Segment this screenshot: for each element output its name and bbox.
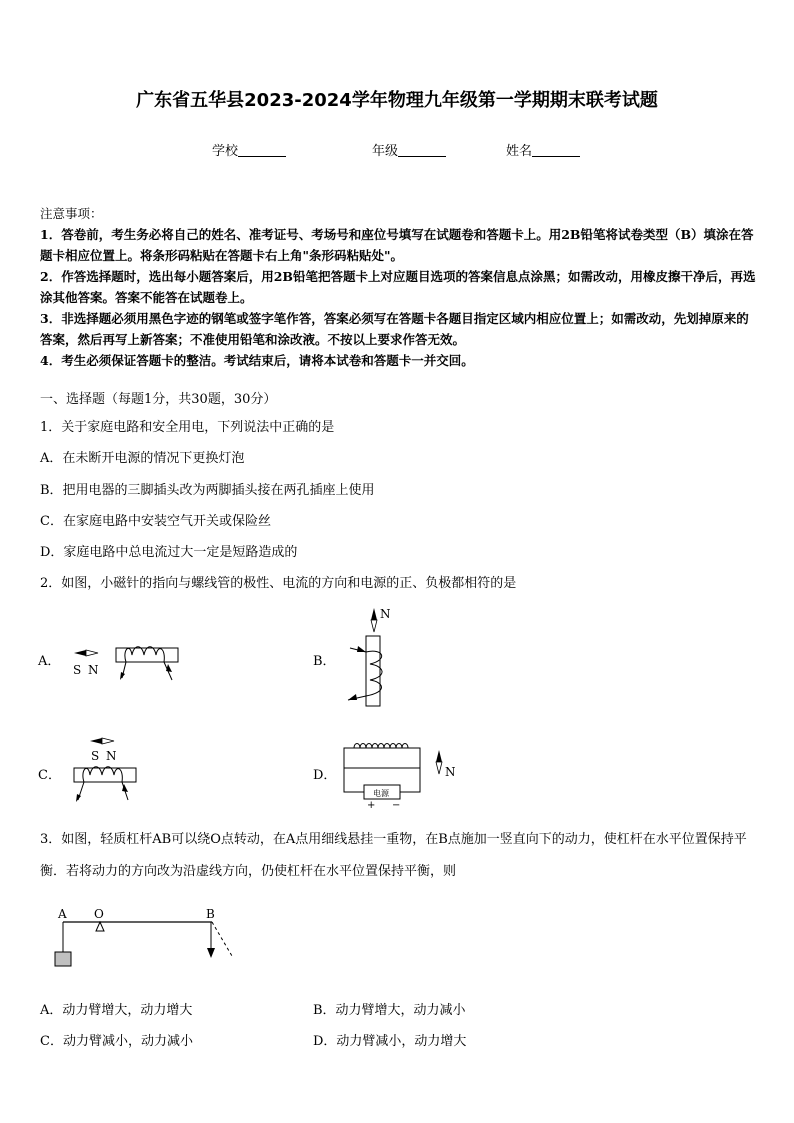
label-n: N [445, 765, 456, 779]
q1-option-d: D．家庭电路中总电流过大一定是短路造成的 [40, 545, 298, 560]
plus-terminal: + [367, 800, 376, 810]
current-arrow [120, 672, 125, 680]
weight [55, 952, 71, 966]
compass-needle-a [74, 650, 86, 656]
note-item: 3．非选择题必须用黑色字迹的钢笔或签字笔作答，答案必须写在答题卡各题目指定区域内相应位置上；如需改动，先划掉原来的答案，然后再写上新答案；不准使用铅笔和涂改液。不按以上要求作答无效。 [40, 311, 749, 347]
q2-figure-c [68, 734, 148, 804]
school-blank [238, 144, 286, 157]
section-heading: 一、选择题（每题1分，共30题，30分） [40, 392, 277, 407]
force-arrow-head [207, 948, 215, 958]
q1-option-a: A．在未断开电源的情况下更换灯泡 [40, 451, 245, 466]
grade-blank [398, 144, 446, 157]
name-field [506, 140, 580, 159]
minus-terminal: − [392, 800, 401, 810]
grade-field [372, 140, 446, 159]
coil [83, 767, 122, 782]
note-item: 2．作答选择题时，选出每小题答案后，用2B铅笔把答题卡上对应题目选项的答案信息点涂黑；如需改动，用橡皮擦干净后，再选涂其他答案。答案不能答在试题卷上。 [40, 269, 756, 305]
compass-needle-c [90, 738, 102, 744]
name-blank [532, 144, 580, 157]
coil [348, 648, 382, 700]
point-o-label: O [94, 907, 104, 921]
note-item: 1．答卷前，考生务必将自己的姓名、准考证号、考场号和座位号填写在试题卷和答题卡上。用2B铅笔将试卷类型（B）填涂在答题卡相应位置上。将条形码粘贴在答题卡右上角"条形码粘贴处"。 [40, 227, 754, 263]
notes-block [40, 203, 760, 371]
q1-stem: 1．关于家庭电路和安全用电，下列说法中正确的是 [40, 420, 335, 435]
compass-needle-b-tail [371, 620, 377, 632]
label-n: N [380, 607, 391, 621]
label-s: S [73, 663, 82, 677]
q2-label-b: B． [313, 654, 336, 669]
q2-stem: 2．如图，小磁针的指向与螺线管的极性、电流的方向和电源的正、负极都相符的是 [40, 576, 517, 591]
q3-option-a: A．动力臂增大，动力增大 [40, 1003, 193, 1018]
q2-label-a: A． [38, 654, 61, 669]
compass-needle-d-tail [436, 762, 442, 774]
power-label: 电源 [373, 789, 389, 798]
circuit-wire [344, 768, 364, 792]
school-label: 学校 [212, 144, 239, 159]
current-arrow [357, 646, 366, 652]
current-arrow [76, 794, 81, 802]
q3-option-d: D．动力臂减小，动力增大 [313, 1034, 467, 1049]
grade-label: 年级 [372, 144, 399, 159]
fulcrum [96, 922, 104, 931]
coil [125, 647, 164, 662]
current-arrow [348, 694, 357, 700]
current-arrow [166, 664, 172, 672]
dashed-direction [212, 922, 232, 956]
q3-option-b: B．动力臂增大，动力减小 [313, 1003, 466, 1018]
notes-heading: 注意事项： [40, 206, 103, 221]
label-n: N [106, 749, 117, 763]
point-a-label: A [58, 907, 67, 921]
compass-needle-a-tail [86, 650, 98, 656]
q1-option-c: C．在家庭电路中安装空气开关或保险丝 [40, 514, 271, 529]
label-s: S [91, 749, 100, 763]
name-label: 姓名 [506, 144, 533, 159]
note-item: 4．考生必须保证答题卡的整洁。考试结束后，请将本试卷和答题卡一并交回。 [40, 353, 474, 368]
q3-lever-figure [50, 900, 250, 972]
compass-needle-d [436, 750, 442, 762]
solenoid-core [344, 748, 420, 768]
exam-title: 广东省五华县2023-2024学年物理九年级第一学期期末联考试题 [136, 90, 658, 111]
q2-figure-b [340, 604, 400, 708]
point-b-label: B [206, 907, 215, 921]
circuit-wire [400, 768, 420, 792]
q3-option-c: C．动力臂减小，动力减小 [40, 1034, 193, 1049]
school-field [212, 140, 286, 159]
label-n: N [88, 663, 99, 677]
q2-figure-d [340, 742, 464, 810]
compass-needle-b [371, 608, 377, 620]
q3-stem: 3．如图，轻质杠杆AB可以绕O点转动，在A点用细线悬挂一重物，在B点施加一竖直向下的动力，使杠杆在水平位置保持平衡．若将动力的方向改为沿虚线方向，仍使杠杆在水平位置保持平衡，则 [40, 832, 747, 879]
q1-option-b: B．把用电器的三脚插头改为两脚插头接在两孔插座上使用 [40, 483, 375, 498]
q2-label-d: D． [313, 768, 337, 783]
coil [354, 744, 408, 749]
compass-needle-c-tail [102, 738, 114, 744]
q2-figure-a [68, 636, 188, 686]
q2-label-c: C． [38, 768, 61, 783]
